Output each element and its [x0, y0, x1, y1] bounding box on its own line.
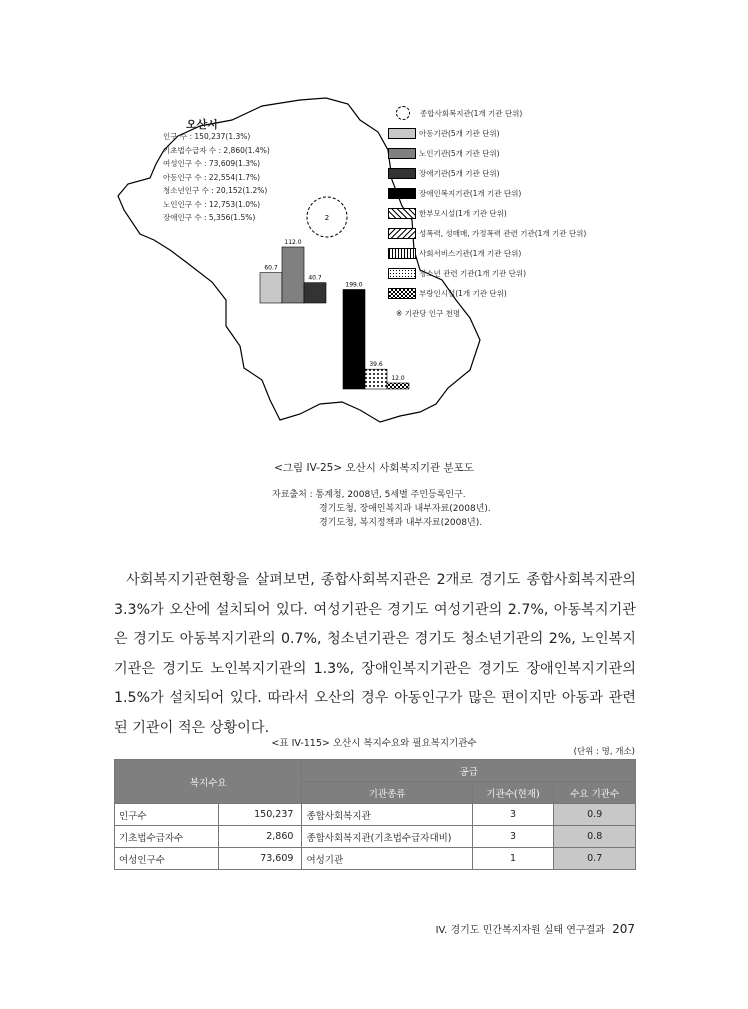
bar-value-label: 60.7 [264, 264, 278, 272]
legend-swatch-icon [388, 148, 416, 159]
circle-label: 2 [324, 214, 330, 222]
subheader-current: 기관수(현재) [472, 782, 554, 804]
source-line: 경기도청, 복지정책과 내부자료(2008년). [319, 518, 483, 528]
facility-type: 종합사회복지관(기초법수급자대비) [302, 826, 472, 848]
header-demand: 복지수요 [115, 760, 302, 804]
bar-right [387, 383, 409, 389]
welfare-table [114, 759, 636, 870]
legend-item [388, 306, 460, 320]
legend-swatch-icon [388, 168, 416, 179]
demand-label: 여성인구수 [115, 848, 219, 870]
legend-label: 장애기관(5개 기관 단위) [419, 168, 500, 178]
bar-value-label: 40.7 [308, 274, 322, 282]
facility-type: 여성기관 [302, 848, 472, 870]
bar-value-label: 112.0 [284, 239, 302, 246]
demand-value: 73,609 [218, 848, 302, 870]
region-stat-line: 인구 수 : 150,237(1.3%) [163, 132, 251, 141]
figure-caption: <그림 IV-25> 오산시 사회복지기관 분포도 [274, 462, 474, 474]
region-stat-line: 여성인구 수 : 73,609(1.3%) [163, 159, 261, 168]
region-stat-line: 아동인구 수 : 22,554(1.7%) [163, 172, 261, 182]
legend-swatch-icon [388, 268, 416, 279]
legend-label: 한부모시설(1개 기관 단위) [419, 208, 507, 218]
body-paragraph [114, 566, 636, 743]
current-count: 3 [472, 826, 554, 848]
legend-label: 노인기관(5개 기관 단위) [419, 148, 500, 158]
legend-label: 성폭력, 성매매, 가정폭력 관련 기관(1개 기관 단위) [419, 228, 587, 238]
table-row [115, 826, 636, 848]
current-count: 3 [472, 804, 554, 826]
chapter-title: IV. 경기도 민간복지자원 실태 연구결과 [435, 925, 605, 936]
region-stat-line: 노인인구 수 : 12,753(1.0%) [163, 199, 261, 209]
demand-label: 인구수 [115, 804, 219, 826]
legend-label: 부랑인시설(1개 기관 단위) [419, 288, 507, 298]
legend-swatch-icon [388, 288, 416, 299]
region-stat-line: 청소년인구 수 : 20,152(1.2%) [163, 186, 268, 195]
legend-item [388, 186, 521, 200]
source-line: 자료출처 : 통계청, 2008년, 5세별 주민등록인구. [272, 490, 466, 500]
demand-label: 기초법수급자수 [115, 826, 219, 848]
legend-item [388, 286, 507, 300]
dashed-circle-icon [396, 106, 410, 120]
bar-left [304, 283, 326, 303]
needed-count: 0.8 [554, 826, 636, 848]
bar-value-label: 199.0 [345, 281, 363, 289]
legend-item [388, 166, 500, 180]
region-map [0, 0, 748, 460]
legend-swatch-icon [388, 228, 416, 239]
legend-label: 아동기관(5개 기관 단위) [419, 128, 500, 138]
legend-item [388, 246, 521, 260]
region-stat-line: 기초법수급자 수 : 2,860(1.4%) [163, 145, 270, 155]
page-number: 207 [612, 922, 635, 936]
legend-item [388, 266, 526, 280]
legend-label: 장애인복지기관(1개 기관 단위) [419, 188, 522, 198]
legend-item [388, 126, 500, 140]
bar-value-label: 12.0 [391, 375, 405, 382]
needed-count: 0.9 [554, 804, 636, 826]
legend-item [388, 226, 586, 240]
legend-swatch-icon [388, 188, 416, 199]
demand-value: 2,860 [218, 826, 302, 848]
table-row [115, 848, 636, 870]
legend-item [388, 206, 507, 220]
legend-item [388, 106, 522, 120]
current-count: 1 [472, 848, 554, 870]
facility-type: 종합사회복지관 [302, 804, 472, 826]
table-unit: (단위 : 명, 개소) [573, 747, 635, 757]
legend-swatch-icon [388, 128, 416, 139]
bar-value-label: 39.6 [369, 361, 383, 369]
bar-left [282, 247, 304, 303]
header-supply: 공급 [302, 760, 636, 782]
bar-right [365, 369, 387, 389]
legend-label: 사회서비스기관(1개 기관 단위) [419, 248, 522, 258]
legend-item [388, 146, 500, 160]
subheader-needed: 수요 기관수 [554, 782, 636, 804]
table-title: <표 IV-115> 오산시 복지수요와 필요복지기관수 [271, 738, 477, 749]
source-line: 경기도청, 장애인복지과 내부자료(2008년). [319, 504, 491, 514]
demand-value: 150,237 [218, 804, 302, 826]
table-row [115, 804, 636, 826]
page-footer [436, 921, 635, 936]
legend-label: 종합사회복지관(1개 기관 단위) [420, 108, 523, 118]
subheader-type: 기관종류 [302, 782, 472, 804]
legend-swatch-icon [388, 208, 416, 219]
body-text: 사회복지기관현황을 살펴보면, 종합사회복지관은 2개로 경기도 종합사회복지관의 3.3%가 오산에 설치되어 있다. 여성기관은 경기도 여성기관의 2.7%, 아동복지기관은 경기도 아동복지기관의 0.7%, 청소년기관은 경기도 청소년기관의 2%, 노인복지기관은 경기도 노인복지기관의 1.3%, 장애인복지기관은 경기도 장애인복지기관의 1.5%가 설치되어 있다. 따라서 오산의 경우 아동인구가 많은 편이지만 아동과 관련된 기관이 적은 상황이다. [114, 572, 636, 736]
region-stat-line: 장애인구 수 : 5,356(1.5%) [163, 213, 256, 222]
needed-count: 0.7 [554, 848, 636, 870]
bar-right [343, 290, 365, 390]
bar-left [260, 273, 282, 303]
region-stats [163, 130, 270, 225]
legend-label: 청소년 관련 기관(1개 기관 단위) [419, 268, 527, 278]
region-name: 오산시 [186, 118, 218, 131]
legend-swatch-icon [388, 248, 416, 259]
legend-label: ※ 기관당 인구 천명 [396, 308, 461, 318]
figure-source [272, 488, 491, 530]
